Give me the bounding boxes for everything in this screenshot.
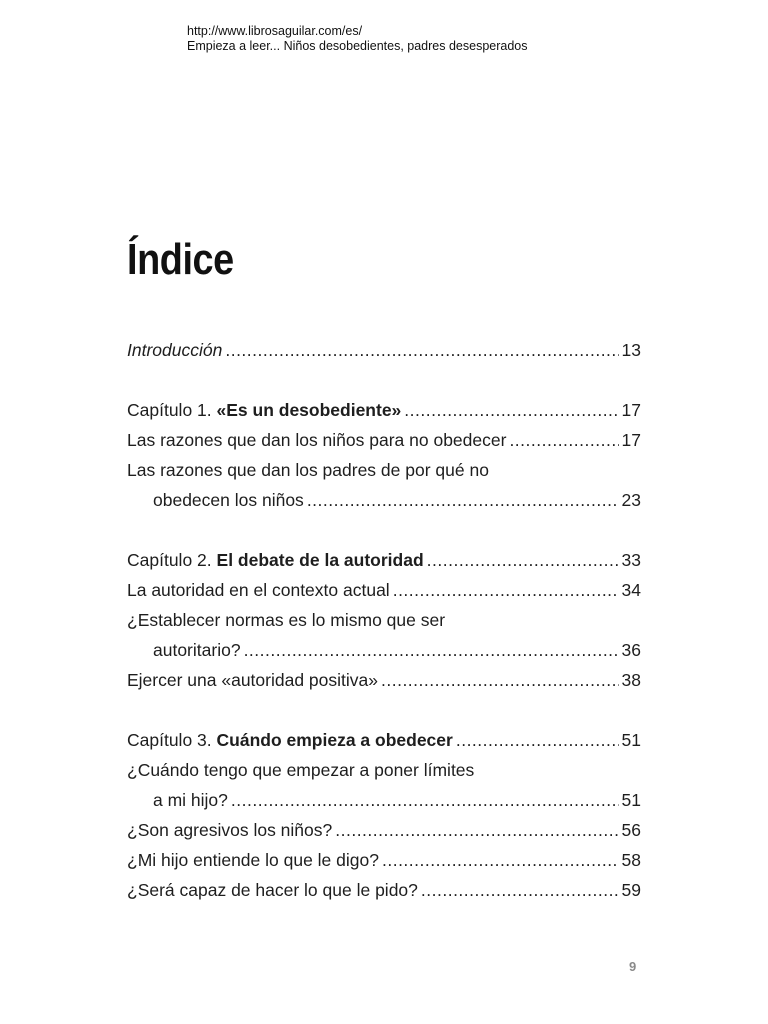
dot-leader — [225, 335, 618, 365]
table-of-contents — [127, 335, 641, 905]
dot-leader — [404, 395, 618, 425]
toc-page-number: 17 — [621, 400, 641, 420]
toc-entry-label: ¿Será capaz de hacer lo que le pido? — [127, 880, 418, 900]
chapter-title: El debate de la autoridad — [216, 550, 424, 570]
dot-leader — [509, 425, 618, 455]
chapter-heading — [127, 545, 424, 575]
dot-leader — [421, 875, 619, 905]
toc-page-number: 51 — [621, 790, 641, 810]
toc-entry-label: La autoridad en el contexto actual — [127, 580, 390, 600]
toc-entry-label: ¿Establecer normas es lo mismo que ser — [127, 610, 446, 630]
dot-leader — [335, 815, 618, 845]
toc-page-number: 59 — [621, 880, 641, 900]
dot-leader — [382, 845, 619, 875]
toc-entry-continuation — [127, 785, 641, 815]
toc-entry-label: ¿Son agresivos los niños? — [127, 820, 333, 840]
dot-leader — [231, 785, 619, 815]
toc-entry-continuation — [127, 635, 641, 665]
dot-leader — [456, 725, 619, 755]
dot-leader — [244, 635, 619, 665]
chapter-heading — [127, 725, 453, 755]
toc-entry-label: a mi hijo? — [153, 790, 228, 810]
header-subtitle: Empieza a leer... Niños desobedientes, padres desesperados — [187, 39, 528, 53]
toc-chapter-3 — [127, 725, 641, 755]
toc-page-number: 13 — [621, 340, 641, 360]
toc-entry — [127, 845, 641, 875]
dot-leader — [381, 665, 619, 695]
toc-page-number: 56 — [621, 820, 641, 840]
toc-page-number: 51 — [621, 730, 641, 750]
toc-page-number: 34 — [621, 580, 641, 600]
toc-entry — [127, 815, 641, 845]
toc-page-number: 36 — [621, 640, 641, 660]
toc-page-number: 33 — [621, 550, 641, 570]
toc-chapter-1 — [127, 395, 641, 425]
toc-page-number: 58 — [621, 850, 641, 870]
toc-entry — [127, 755, 641, 785]
toc-entry-continuation — [127, 485, 641, 515]
toc-entry — [127, 425, 641, 455]
chapter-title: Cuándo empieza a obedecer — [216, 730, 453, 750]
chapter-title: «Es un desobediente» — [216, 400, 402, 420]
chapter-prefix: Capítulo 3. — [127, 730, 212, 750]
toc-entry-label: ¿Mi hijo entiende lo que le digo? — [127, 850, 379, 870]
page-header — [187, 24, 528, 54]
toc-page-number: 17 — [621, 430, 641, 450]
toc-entry-label: Introducción — [127, 340, 223, 360]
toc-entry-label: autoritario? — [153, 640, 241, 660]
toc-entry-label: Las razones que dan los niños para no obedecer — [127, 430, 507, 450]
chapter-heading — [127, 395, 401, 425]
toc-page-number: 23 — [621, 490, 641, 510]
toc-entry-label: ¿Cuándo tengo que empezar a poner límites — [127, 760, 475, 780]
toc-entry — [127, 875, 641, 905]
toc-entry-introduccion — [127, 335, 641, 365]
chapter-prefix: Capítulo 1. — [127, 400, 212, 420]
toc-entry-label: obedecen los niños — [153, 490, 304, 510]
toc-chapter-2 — [127, 545, 641, 575]
toc-entry — [127, 455, 641, 485]
dot-leader — [307, 485, 619, 515]
toc-entry — [127, 605, 641, 635]
dot-leader — [393, 575, 619, 605]
page-title: Índice — [127, 235, 234, 284]
dot-leader — [427, 545, 619, 575]
toc-page-number: 38 — [621, 670, 641, 690]
toc-entry — [127, 665, 641, 695]
chapter-prefix: Capítulo 2. — [127, 550, 212, 570]
page-number: 9 — [629, 959, 637, 974]
toc-entry-label: Ejercer una «autoridad positiva» — [127, 670, 378, 690]
toc-entry — [127, 575, 641, 605]
toc-entry-label: Las razones que dan los padres de por qué no — [127, 460, 489, 480]
header-url: http://www.librosaguilar.com/es/ — [187, 24, 363, 38]
